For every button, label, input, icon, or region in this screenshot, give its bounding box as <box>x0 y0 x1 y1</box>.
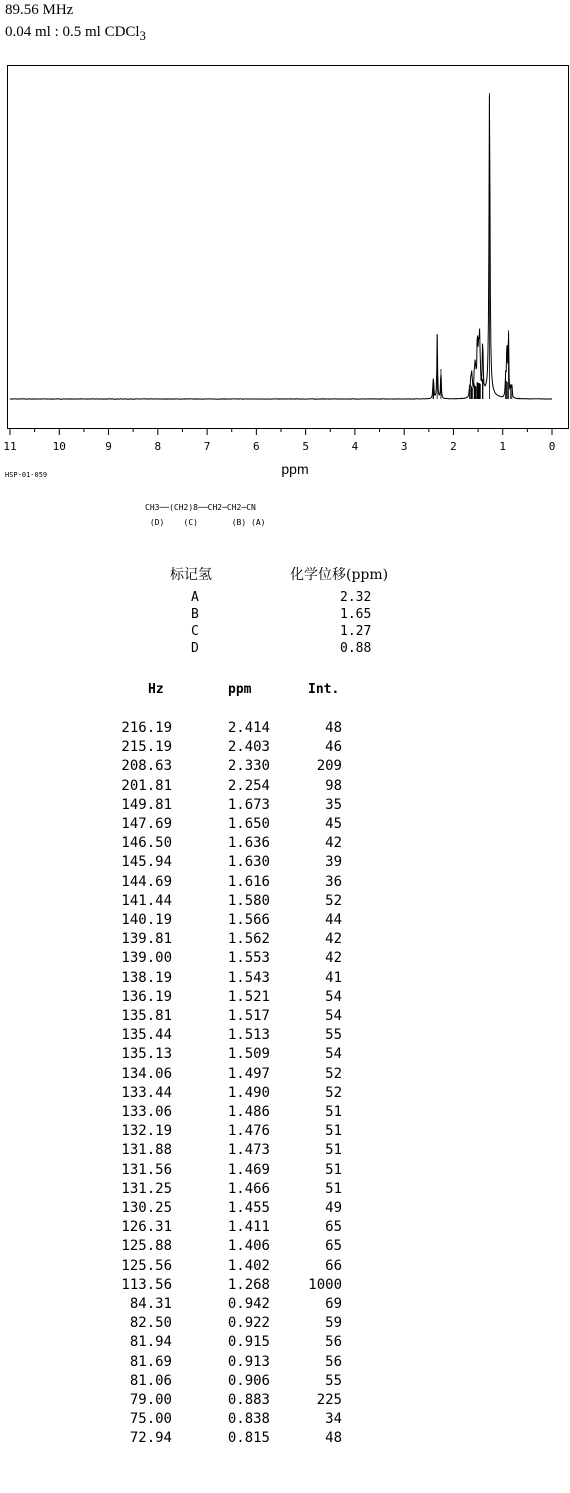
peak-ppm: 1.553 <box>227 950 270 967</box>
peak-header-ppm: ppm <box>228 682 252 697</box>
table-row <box>0 816 570 834</box>
label-c: (C) <box>183 518 198 527</box>
spectrum-trace <box>10 96 552 399</box>
peak-intensity: 44 <box>325 912 342 928</box>
peak-ppm: 1.455 <box>227 1200 270 1216</box>
peak-ppm: 1.486 <box>227 1104 270 1120</box>
x-tick-label: 11 <box>3 440 17 453</box>
peak-hz: 201.81 <box>121 777 172 794</box>
segment-ch3: CH3 <box>145 503 160 512</box>
peak-intensity: 98 <box>325 777 342 794</box>
peak-intensity: 52 <box>325 1084 342 1101</box>
peak-ppm: 1.490 <box>227 1084 270 1101</box>
peak-intensity: 69 <box>325 1296 342 1312</box>
peak-ppm: 0.922 <box>227 1315 270 1332</box>
peak-ppm: 1.473 <box>227 1142 270 1159</box>
peak-hz: 72.94 <box>129 1430 172 1447</box>
assignment-label: B <box>191 607 199 622</box>
peak-ppm: 1.497 <box>227 1065 270 1082</box>
segment-ch2-a: CH2 <box>226 503 242 512</box>
table-row <box>0 1123 570 1141</box>
x-tick-label: 0 <box>548 440 556 453</box>
peak-ppm: 1.406 <box>227 1238 270 1255</box>
table-row <box>0 797 570 815</box>
x-tick-label: 3 <box>400 440 408 453</box>
table-row <box>0 854 570 872</box>
label-d: (D) <box>149 518 165 527</box>
peak-intensity: 42 <box>325 950 342 967</box>
peak-ppm: 1.469 <box>227 1161 270 1178</box>
table-row <box>0 970 570 988</box>
peak-intensity: 225 <box>316 1392 342 1408</box>
assignment-label: A <box>191 590 199 605</box>
peak-hz: 133.44 <box>121 1084 172 1101</box>
x-tick-label: 9 <box>105 440 112 453</box>
structure-formula: CH3──(CH2)8──CH2─CH2─CN <box>145 503 256 512</box>
segment-ch2-b: CH2 <box>207 503 223 512</box>
peak-ppm: 1.566 <box>227 912 270 928</box>
x-axis-ticks <box>10 428 552 435</box>
peak-intensity: 42 <box>325 931 342 948</box>
table-row <box>0 1296 570 1314</box>
peak-marks <box>433 93 512 399</box>
table-row <box>0 874 570 892</box>
peak-ppm: 2.254 <box>227 777 270 794</box>
peak-intensity: 55 <box>325 1027 342 1044</box>
table-row <box>0 1027 570 1045</box>
peak-hz: 147.69 <box>121 816 172 832</box>
peak-intensity: 65 <box>325 1238 342 1255</box>
peak-ppm: 0.906 <box>227 1372 270 1389</box>
table-row <box>0 1315 570 1333</box>
x-tick-label: 6 <box>253 440 260 453</box>
assignment-header-shift: 化学位移(ppm) <box>290 567 389 583</box>
table-row <box>0 1277 570 1295</box>
peak-hz: 139.00 <box>121 950 172 967</box>
table-row <box>0 912 570 930</box>
peak-intensity: 51 <box>325 1161 342 1178</box>
peak-hz: 131.88 <box>121 1142 172 1159</box>
table-row <box>0 1430 570 1448</box>
peak-intensity: 1000 <box>308 1276 342 1293</box>
table-row <box>0 778 570 796</box>
peak-intensity: 39 <box>325 854 342 871</box>
label-a: (A) <box>251 518 266 527</box>
peak-hz: 125.56 <box>121 1257 172 1274</box>
peak-hz: 141.44 <box>121 892 172 909</box>
peak-hz: 79.00 <box>129 1392 172 1408</box>
peak-hz: 135.13 <box>121 1046 172 1063</box>
table-row <box>0 1392 570 1410</box>
x-tick-label: 4 <box>351 440 359 453</box>
molecule-structure <box>145 500 265 530</box>
label-b: (B) <box>231 518 247 527</box>
peak-hz: 134.06 <box>121 1065 172 1082</box>
peak-hz: 125.88 <box>121 1238 172 1255</box>
peak-ppm: 1.521 <box>227 988 270 1005</box>
x-tick-label: 1 <box>499 440 507 453</box>
peak-hz: 136.19 <box>121 988 172 1005</box>
peak-ppm: 1.466 <box>227 1180 270 1197</box>
assignment-shift: 1.27 <box>340 624 372 639</box>
peak-ppm: 2.403 <box>227 739 270 756</box>
peak-intensity: 51 <box>325 1104 342 1120</box>
peak-hz: 84.31 <box>129 1296 172 1312</box>
peak-intensity: 48 <box>325 1430 342 1447</box>
peak-intensity: 52 <box>325 1065 342 1082</box>
table-row <box>0 1334 570 1352</box>
solvent-text: 0.04 ml : 0.5 ml CDCl <box>5 24 140 40</box>
peak-hz: 126.31 <box>121 1219 172 1236</box>
assignment-label: D <box>191 641 199 656</box>
table-row <box>0 1258 570 1276</box>
assignment-shift: 1.65 <box>340 607 372 622</box>
plot-frame <box>8 66 569 429</box>
peak-hz: 81.94 <box>129 1334 172 1351</box>
solvent-subscript: 3 <box>139 29 146 43</box>
peak-ppm: 1.509 <box>227 1046 270 1063</box>
table-row <box>0 758 570 776</box>
assignment-shift: 2.32 <box>340 590 372 605</box>
peak-intensity: 65 <box>325 1219 342 1236</box>
peak-intensity: 36 <box>325 873 342 890</box>
peak-ppm: 1.636 <box>227 835 270 852</box>
peak-ppm: 1.673 <box>227 796 270 813</box>
peak-ppm: 0.915 <box>227 1334 270 1351</box>
peak-intensity: 56 <box>325 1353 342 1370</box>
table-row <box>0 1200 570 1218</box>
peak-intensity: 51 <box>325 1142 342 1159</box>
peak-ppm: 1.616 <box>227 873 270 890</box>
peak-ppm: 1.517 <box>227 1008 270 1024</box>
peak-header-hz: Hz <box>148 682 164 697</box>
spectrometer-frequency: 89.56 MHz <box>5 2 74 18</box>
table-row <box>0 1238 570 1256</box>
table-row <box>0 893 570 911</box>
peak-intensity: 54 <box>325 988 342 1005</box>
sample-solvent <box>5 24 146 44</box>
peak-ppm: 1.562 <box>227 931 270 948</box>
peak-hz: 82.50 <box>129 1315 172 1332</box>
peak-header-int: Int. <box>308 682 340 697</box>
table-row <box>0 1354 570 1372</box>
peak-hz: 133.06 <box>121 1104 172 1120</box>
peak-intensity: 55 <box>325 1372 342 1389</box>
table-row <box>0 931 570 949</box>
peak-intensity: 52 <box>325 892 342 909</box>
peak-ppm: 1.476 <box>227 1123 270 1140</box>
table-row <box>0 1162 570 1180</box>
peak-ppm: 2.330 <box>227 758 270 775</box>
peak-intensity: 51 <box>325 1180 342 1197</box>
peak-ppm: 1.650 <box>227 816 270 832</box>
peak-hz: 146.50 <box>121 835 172 852</box>
peak-intensity: 35 <box>325 796 342 813</box>
peak-hz: 139.81 <box>121 931 172 948</box>
peak-intensity: 56 <box>325 1334 342 1351</box>
peak-ppm: 1.580 <box>227 892 270 909</box>
segment-cn: CN <box>246 503 256 512</box>
peak-intensity: 209 <box>316 758 342 775</box>
peak-hz: 140.19 <box>121 912 172 928</box>
table-row <box>0 1181 570 1199</box>
peak-ppm: 0.942 <box>227 1296 270 1312</box>
peak-intensity: 45 <box>325 816 342 832</box>
x-tick-label: 10 <box>52 440 66 453</box>
nmr-spectrum-chart <box>0 60 570 480</box>
peak-hz: 131.25 <box>121 1180 172 1197</box>
peak-hz: 81.06 <box>129 1372 172 1389</box>
peak-hz: 145.94 <box>121 854 172 871</box>
peak-intensity: 48 <box>325 720 342 736</box>
table-row <box>0 1008 570 1026</box>
peak-intensity: 59 <box>325 1315 342 1332</box>
peak-ppm: 0.815 <box>227 1430 270 1447</box>
x-axis-tick-labels <box>3 440 555 453</box>
table-row <box>0 1066 570 1084</box>
peak-hz: 75.00 <box>129 1411 172 1428</box>
peak-ppm: 1.268 <box>227 1276 270 1293</box>
peak-hz: 144.69 <box>121 873 172 890</box>
peak-ppm: 0.913 <box>227 1353 270 1370</box>
peak-intensity: 54 <box>325 1008 342 1024</box>
table-row <box>0 950 570 968</box>
x-tick-label: 5 <box>302 440 309 453</box>
table-row <box>0 1142 570 1160</box>
spectrum-code: HSP-01-059 <box>5 471 48 479</box>
table-row <box>0 1085 570 1103</box>
peak-ppm: 0.883 <box>227 1392 270 1408</box>
peak-ppm: 1.543 <box>227 969 270 986</box>
peak-ppm: 1.513 <box>227 1027 270 1044</box>
segment-ch2-chain: (CH2)8 <box>169 503 198 512</box>
peak-intensity: 34 <box>325 1411 342 1428</box>
assignment-label: C <box>191 624 199 639</box>
peak-ppm: 2.414 <box>227 720 270 736</box>
peak-intensity: 41 <box>325 969 342 986</box>
peak-hz: 130.25 <box>121 1200 172 1216</box>
peak-hz: 131.56 <box>121 1161 172 1178</box>
table-row <box>0 1104 570 1122</box>
peak-hz: 215.19 <box>121 739 172 756</box>
peak-intensity: 66 <box>325 1257 342 1274</box>
table-row <box>0 835 570 853</box>
peak-intensity: 46 <box>325 739 342 756</box>
peak-ppm: 1.630 <box>227 854 270 871</box>
x-tick-label: 2 <box>450 440 457 453</box>
peak-hz: 135.44 <box>121 1027 172 1044</box>
peak-hz: 81.69 <box>129 1353 172 1370</box>
assignment-shift: 0.88 <box>340 641 372 656</box>
structure-labels <box>145 515 265 530</box>
peak-hz: 149.81 <box>121 796 172 813</box>
peak-hz: 216.19 <box>121 720 172 736</box>
peak-hz: 132.19 <box>121 1123 172 1140</box>
peak-hz: 138.19 <box>121 969 172 986</box>
peak-ppm: 1.402 <box>227 1257 270 1274</box>
assignment-header-hydrogen: 标记氢 <box>170 567 212 583</box>
x-tick-label: 8 <box>154 440 162 453</box>
table-row <box>0 739 570 757</box>
peak-ppm: 0.838 <box>227 1411 270 1428</box>
x-tick-label: 7 <box>203 440 211 453</box>
peak-hz: 208.63 <box>121 758 172 775</box>
peak-hz: 135.81 <box>121 1008 172 1024</box>
table-row <box>0 1219 570 1237</box>
table-row <box>0 989 570 1007</box>
table-row <box>0 1373 570 1391</box>
peak-intensity: 42 <box>325 835 342 852</box>
peak-ppm: 1.411 <box>227 1219 270 1236</box>
peak-intensity: 49 <box>325 1200 342 1216</box>
peak-intensity: 51 <box>325 1123 342 1140</box>
table-row <box>0 720 570 738</box>
table-row <box>0 1046 570 1064</box>
x-axis-label: ppm <box>281 461 309 477</box>
table-row <box>0 1411 570 1429</box>
peak-intensity: 54 <box>325 1046 342 1063</box>
peak-hz: 113.56 <box>121 1276 172 1293</box>
